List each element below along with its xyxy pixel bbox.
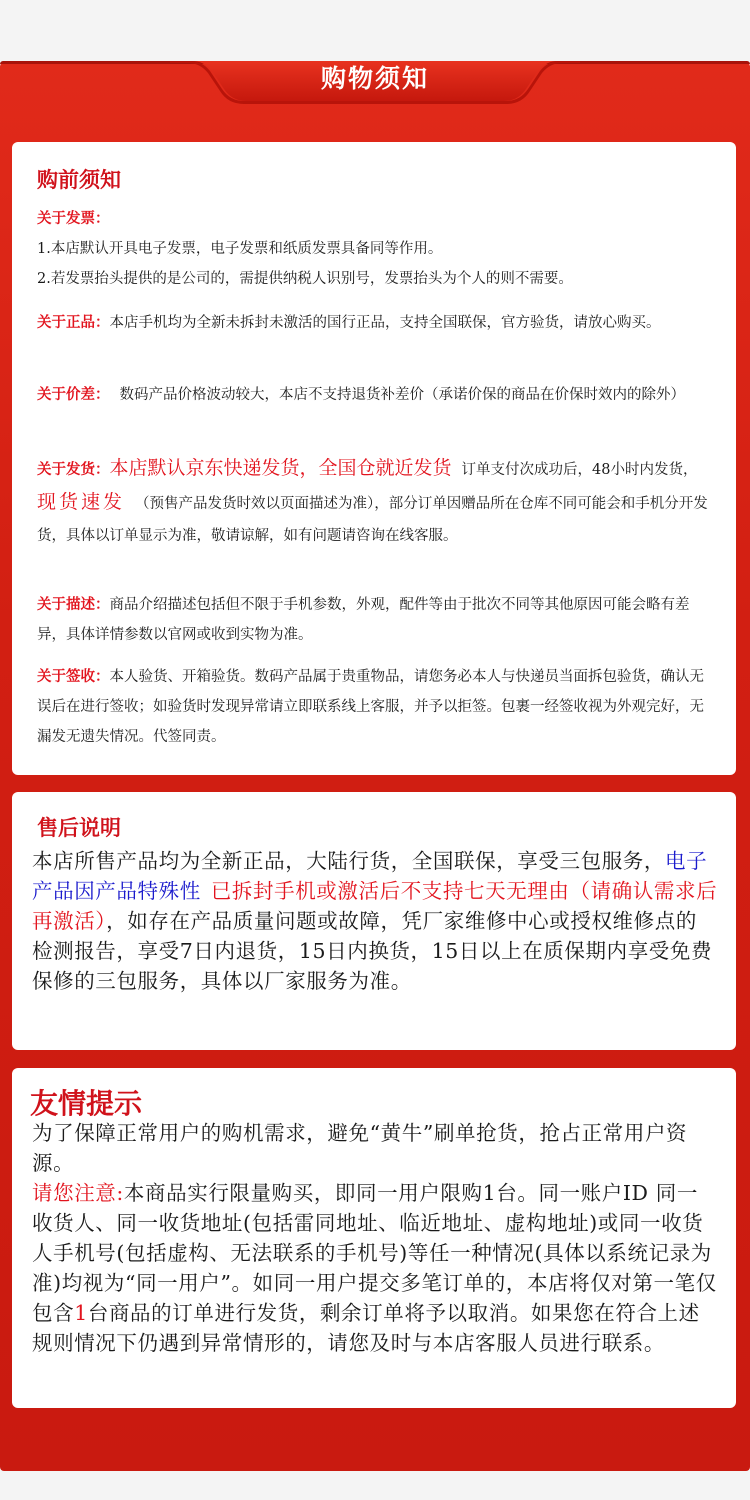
description-label: 关于描述：	[37, 597, 110, 613]
genuine-section	[37, 308, 718, 338]
limit-number: 1	[74, 1301, 88, 1325]
page-title: 购物须知	[320, 64, 429, 93]
price-label: 关于价差：	[37, 387, 110, 403]
description-section	[37, 590, 718, 650]
notice-label: 请您注意:	[32, 1181, 124, 1205]
shipping-text-2: （预售产品发货时效以页面描述为准），部分订单因赠品所在仓库不同可能会和手机分开发货，具体以订单显示为准，敬请谅解，如有问题请咨询在线客服。	[37, 496, 708, 544]
tips-body	[32, 1118, 718, 1358]
price-section	[37, 380, 718, 410]
signing-label: 关于签收：	[37, 669, 110, 685]
shipping-label: 关于发货：	[37, 462, 110, 478]
shipping-highlight-1: 本店默认京东快递发货，全国仓就近发货	[109, 457, 452, 479]
invoice-label: 关于发票：	[37, 211, 110, 227]
tips-text-2: 台商品的订单进行发货，剩余订单将予以取消。如果您在符合上述规则情况下仍遇到异常情形的，请您及时与本店客服人员进行联系。	[32, 1301, 700, 1355]
price-text: 数码产品价格波动较大，本店不支持退货补差价（承诺价保的商品在价保时效内的除外）	[119, 387, 685, 403]
after-sales-blue-text: 电子产品因产品特殊性	[32, 849, 708, 903]
pre-purchase-heading: 购前须知	[37, 168, 121, 192]
shipping-section	[37, 452, 718, 552]
invoice-line-1: 1.本店默认开具电子发票，电子发票和纸质发票具备同等作用。	[37, 241, 443, 257]
invoice-line-2: 2.若发票抬头提供的是公司的，需提供纳税人识别号，发票抬头为个人的则不需要。	[37, 271, 573, 287]
after-sales-text-1: 本店所售产品均为全新正品，大陆行货，全国联保，享受三包服务，	[32, 849, 665, 873]
signing-text: 本人验货、开箱验货。数码产品属于贵重物品，请您务必本人与快递员当面拆包验货，确认无误后在进行签收；如验货时发现异常请立即联系线上客服，并予以拒签。包裹一经签收视为外观完好，无漏发无遗失情况。代签同责。	[37, 669, 704, 745]
after-sales-text-2: ，如存在产品质量问题或故障，凭厂家维修中心或授权维修点的检测报告，享受7日内退货，15日内换货，15日以上在质保期内享受免费保修的三包服务，具体以厂家服务为准。	[32, 909, 713, 993]
invoice-section	[37, 204, 718, 294]
tips-card	[12, 1068, 736, 1408]
genuine-label: 关于正品：	[37, 315, 110, 331]
tips-text-1: 本商品实行限量购买，即同一用户限购1台。同一账户ID 同一收货人、同一收货地址(包括雷同地址、临近地址、虚构地址)或同一收货人手机号(包括虚构、无法联系的手机号)等任一种情况(具体以系统记录为准)均视为“同一用户”。如同一用户提交多笔订单的，本店将仅对第一笔仅包含	[32, 1181, 717, 1325]
description-text: 商品介绍描述包括但不限于手机参数，外观，配件等由于批次不同等其他原因可能会略有差异，具体详情参数以官网或收到实物为准。	[37, 597, 690, 643]
after-sales-card	[12, 792, 736, 1050]
genuine-text: 本店手机均为全新未拆封未激活的国行正品，支持全国联保，官方验货，请放心购买。	[109, 315, 661, 331]
signing-section	[37, 662, 718, 752]
shipping-highlight-2: 现货速发	[37, 491, 126, 513]
shipping-text-1: 订单支付次成功后，48小时内发货，	[461, 462, 698, 478]
after-sales-red-text: 已拆封手机或激活后不支持七天无理由（请确认需求后再激活）	[32, 879, 718, 933]
tips-intro: 为了保障正常用户的购机需求，避免“黄牛”刷单抢货，抢占正常用户资源。	[32, 1121, 688, 1175]
pre-purchase-card	[12, 142, 736, 775]
after-sales-heading: 售后说明	[37, 816, 121, 840]
after-sales-body	[32, 846, 718, 996]
tips-heading: 友情提示	[30, 1087, 143, 1120]
title-banner	[170, 51, 580, 107]
